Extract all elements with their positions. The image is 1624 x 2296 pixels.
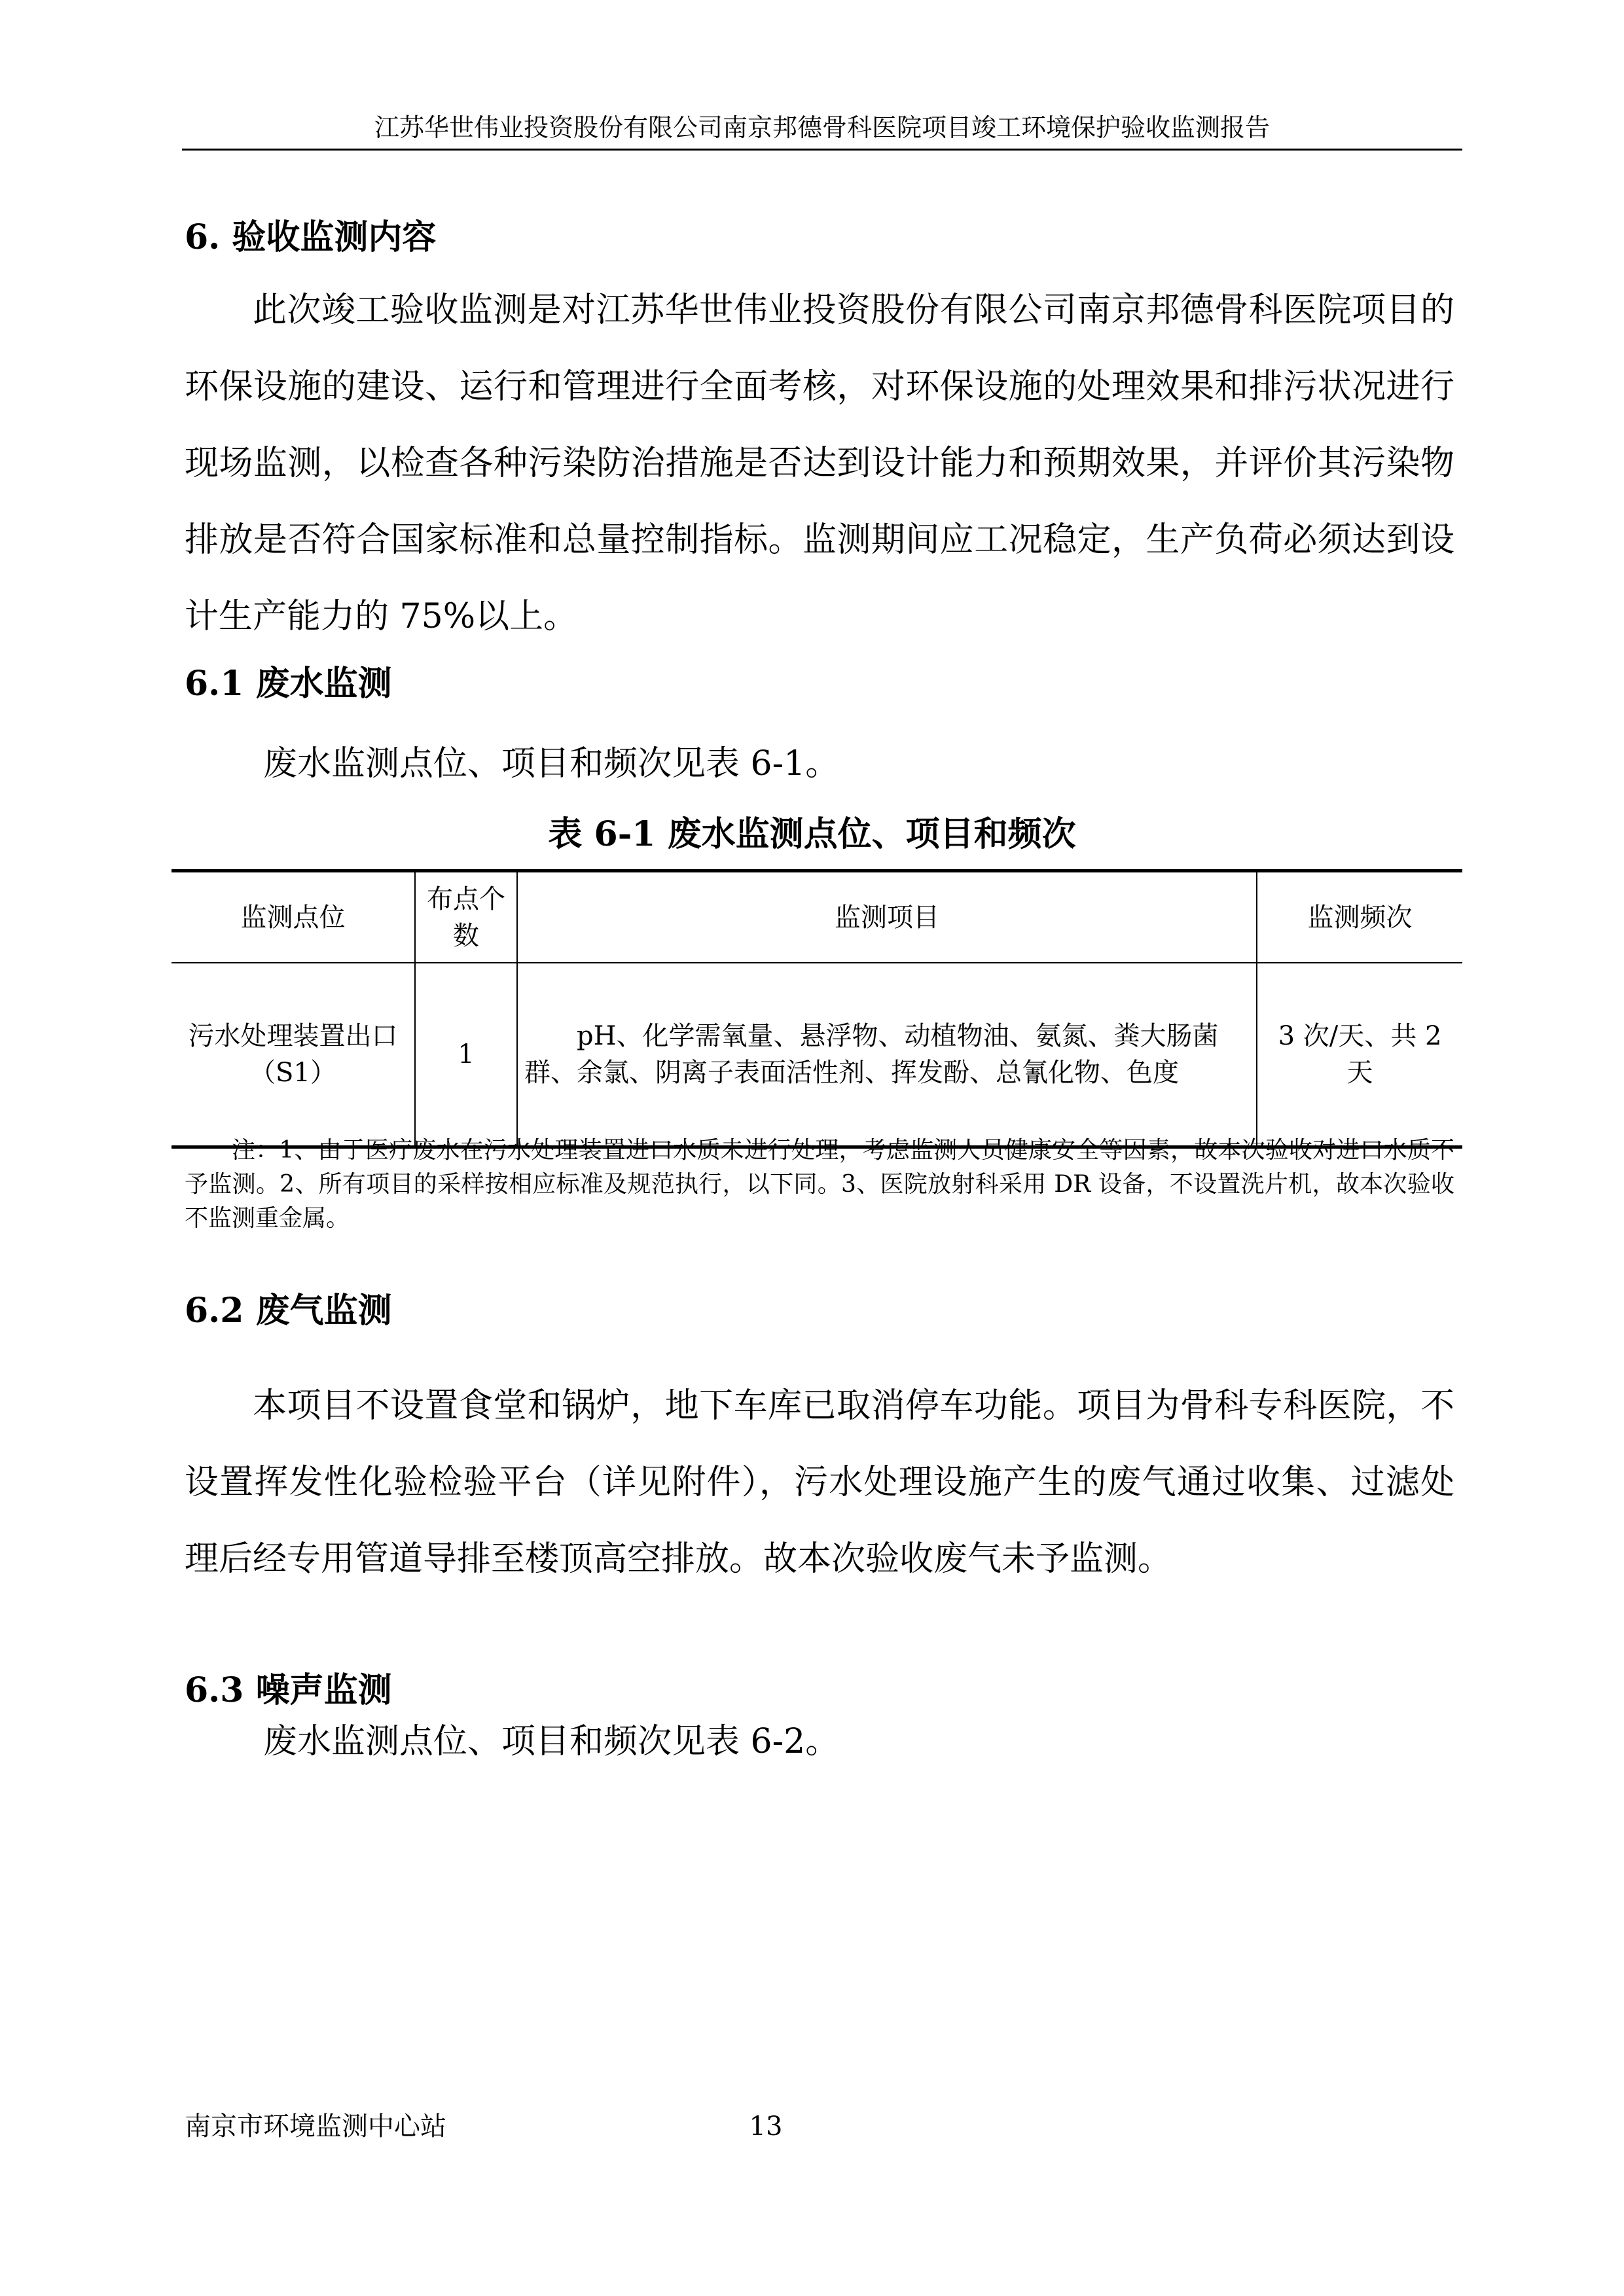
header-divider [182,149,1462,151]
section-6-3-heading: 6.3 噪声监测 [185,1670,392,1710]
section-6-1-intro: 废水监测点位、项目和频次见表 6-1。 [263,744,840,783]
page-number: 13 [749,2111,783,2142]
section-6-heading: 6. 验收监测内容 [185,217,437,257]
section-6-paragraph: 此次竣工验收监测是对江苏华世伟业投资股份有限公司南京邦德骨科医院项目的环保设施的建设、运行和管理进行全面考核，对环保设施的处理效果和排污状况进行现场监测，以检查各种污染防治措施是否达到设计能力和预期效果，并评价其污染物排放是否符合国家标准和总量控制指标。监测期间应工况稳定，生产负荷必须达到设计生产能力的 75%以上。 [185,291,1454,636]
wastewater-monitoring-table [171,869,1462,1149]
table-row [171,963,1462,1147]
header-monitoring-frequency: 监测频次 [1257,871,1462,963]
header-monitoring-items: 监测项目 [517,871,1257,963]
footer-organization: 南京市环境监测中心站 [185,2111,446,2142]
section-6-1-heading: 6.1 废水监测 [185,664,392,704]
cell-monitoring-items: pH、化学需氧量、悬浮物、动植物油、氨氮、粪大肠菌群、余氯、阴离子表面活性剂、挥发酚、总氰化物、色度 [517,963,1257,1147]
section-6-2-heading: 6.2 废气监测 [185,1291,392,1331]
cell-monitoring-point: 污水处理装置出口（S1） [171,963,415,1147]
table-header-row [171,871,1462,963]
header-monitoring-point: 监测点位 [171,871,415,963]
table-6-1-caption: 表 6-1 废水监测点位、项目和频次 [548,814,1076,854]
report-header-title: 江苏华世伟业投资股份有限公司南京邦德骨科医院项目竣工环境保护验收监测报告 [374,113,1270,142]
section-6-3-intro: 废水监测点位、项目和频次见表 6-2。 [263,1722,840,1761]
cell-point-count: 1 [415,963,517,1147]
header-point-count: 布点个数 [415,871,517,963]
cell-monitoring-frequency: 3 次/天、共 2 天 [1257,963,1462,1147]
table-note: 注：1、由于医疗废水在污水处理装置进口水质未进行处理，考虑监测人员健康安全等因素，故本次验收对进口水质不予监测。2、所有项目的采样按相应标准及规范执行，以下同。3、医院放射科采用 DR 设备，不设置洗片机，故本次验收不监测重金属。 [185,1137,1454,1232]
section-6-2-paragraph: 本项目不设置食堂和锅炉，地下车库已取消停车功能。项目为骨科专科医院，不设置挥发性化验检验平台（详见附件），污水处理设施产生的废气通过收集、过滤处理后经专用管道导排至楼顶高空排放。故本次验收废气未予监测。 [185,1386,1454,1579]
